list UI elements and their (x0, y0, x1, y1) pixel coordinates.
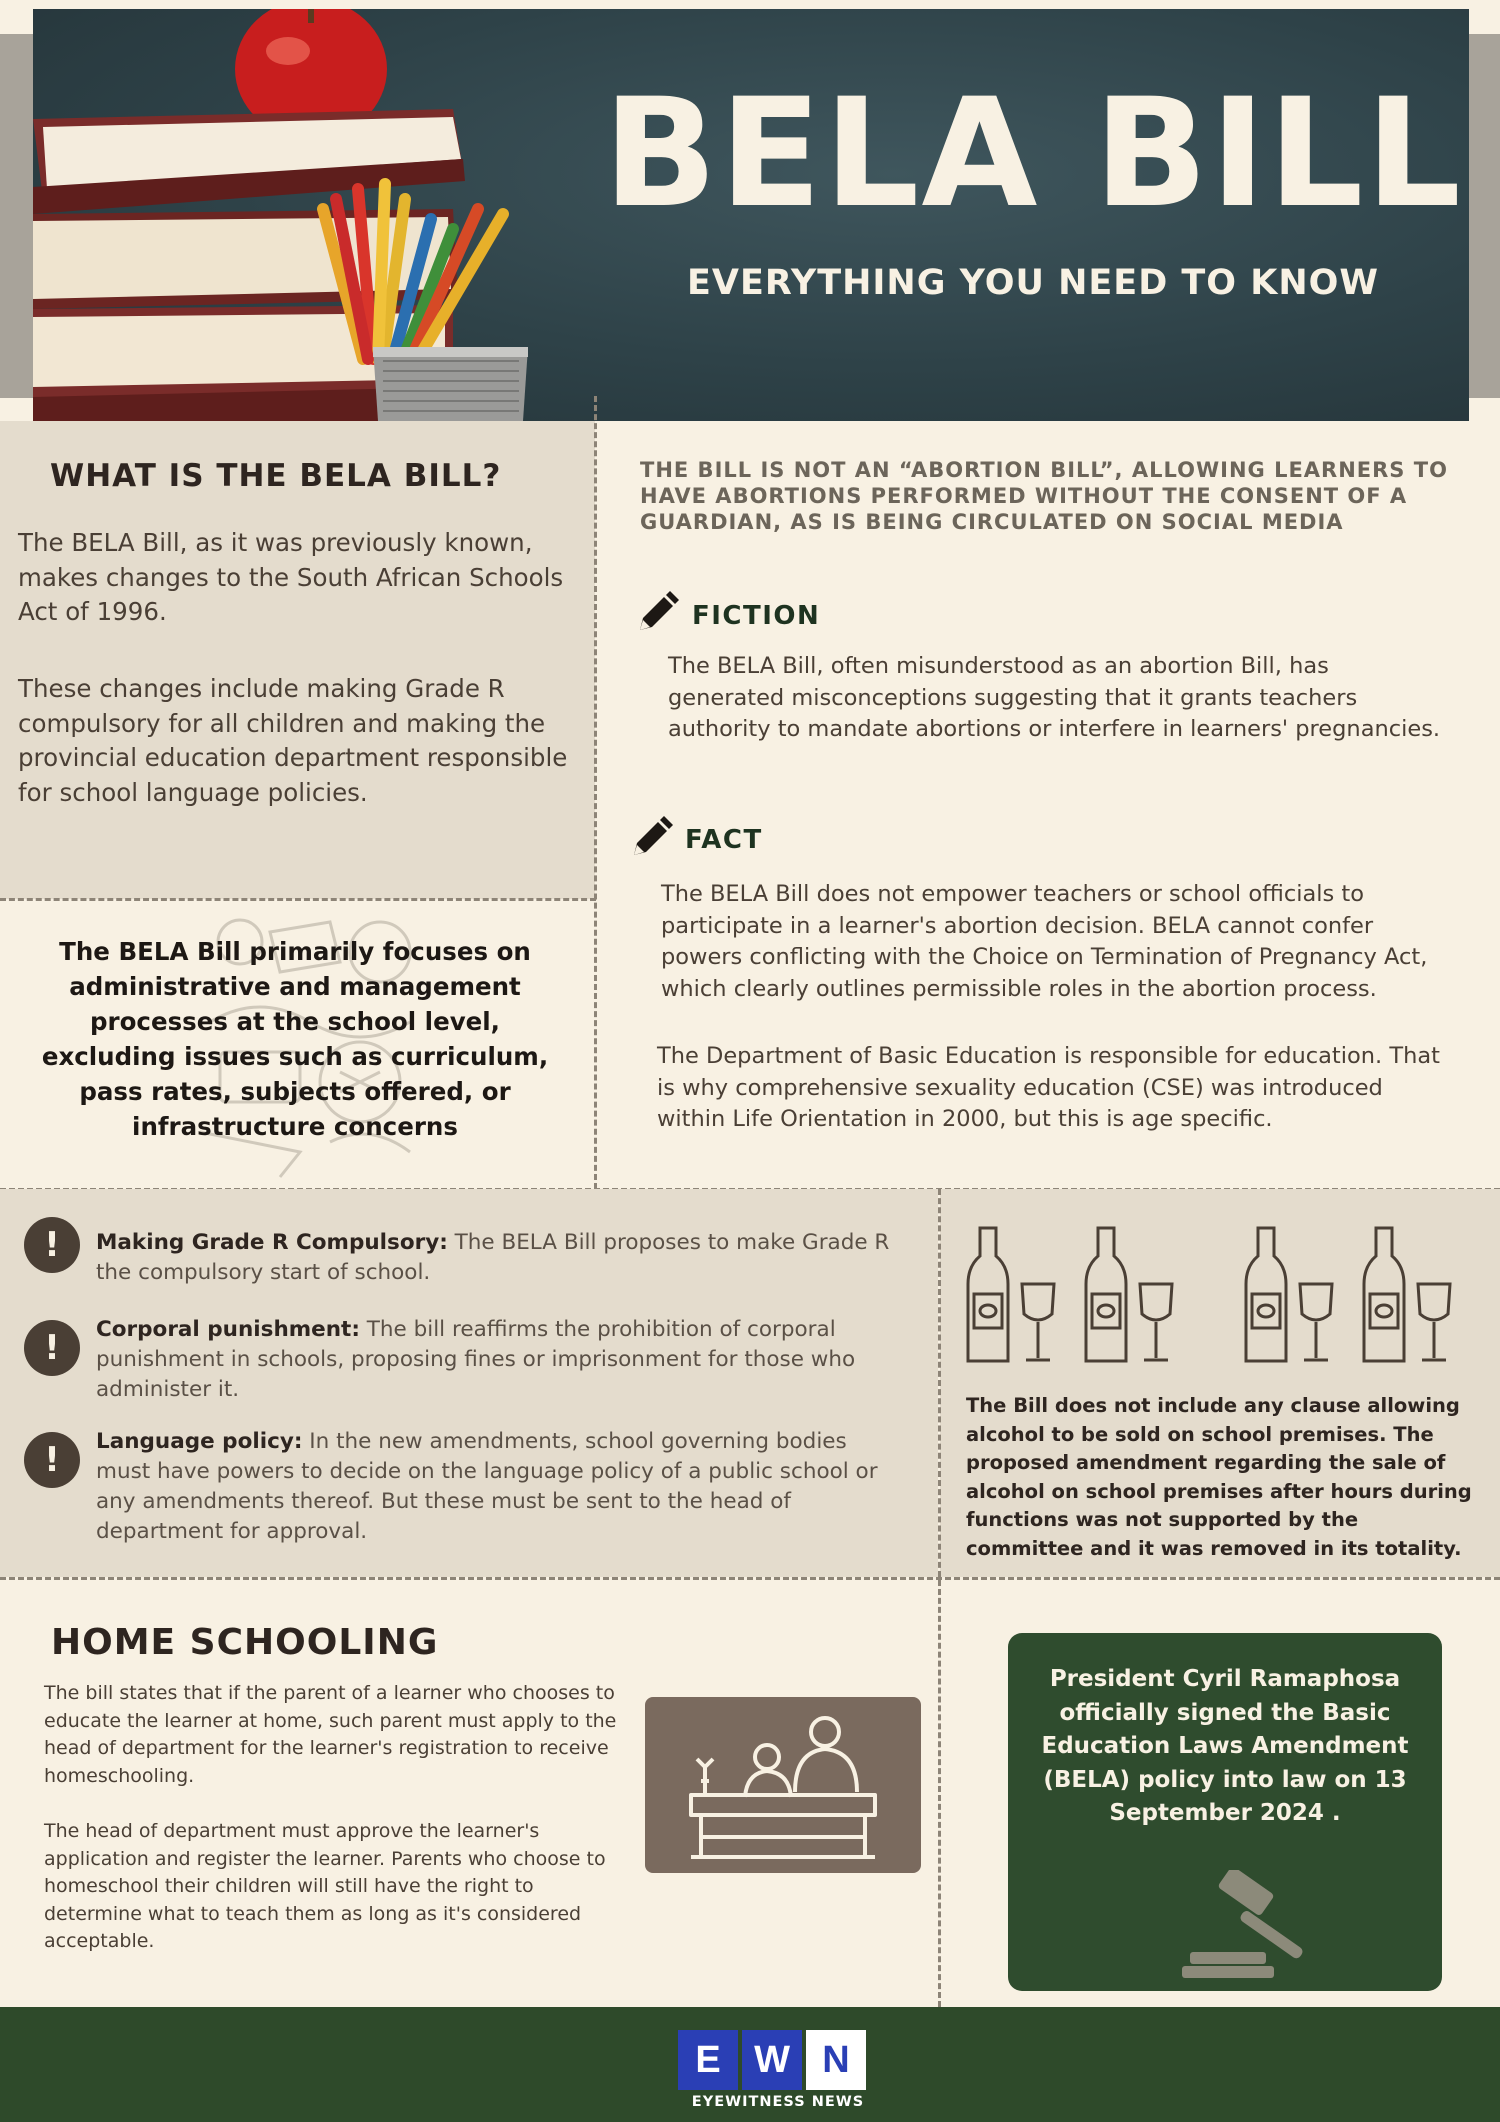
divider-vertical-3 (938, 1580, 941, 2007)
point-language-policy (96, 1427, 906, 1547)
family-at-desk-icon (645, 1697, 921, 1873)
gavel-icon (1180, 1870, 1320, 1980)
wine-bottles-glasses-icon (960, 1226, 1480, 1366)
fiction-text: The BELA Bill, often misunderstood as an abortion Bill, has generated misconceptions suggesting that it grants teachers authority to mandate abortions or interfere in learners' pregnancies. (668, 653, 1441, 742)
abortion-bill-note: THE BILL IS NOT AN “ABORTION BILL”, ALLOWING LEARNERS TO HAVE ABORTIONS PERFORMED WITHOUT THE CONSENT OF A GUARDIAN, AS IS BEING CIRCULATED ON SOCIAL MEDIA (640, 458, 1448, 534)
home-schooling-heading: HOME SCHOOLING (51, 1622, 439, 1663)
divider-horizontal-1 (0, 898, 596, 901)
alert-icon: ! (24, 1217, 80, 1273)
pencil-icon (628, 815, 674, 861)
point-grade-r (96, 1228, 906, 1288)
point-text: In the new amendments, school governing bodies must have powers to decide on the language policy of a public school or any amendments thereof. But these must be sent to the head of department for approval. (96, 1429, 878, 1544)
what-is-paragraph-1: The BELA Bill, as it was previously known, makes changes to the South African Schools Act of 1996. (18, 528, 564, 626)
divider-vertical-1 (594, 396, 597, 1189)
logo-caption: EYEWITNESS NEWS (691, 2094, 865, 2110)
president-statement: President Cyril Ramaphosa officially signed the Basic Education Laws Amendment (BELA) policy into law on 13 September 2024 . (1041, 1666, 1409, 1826)
ewn-logo[interactable] (678, 2030, 866, 2090)
point-label: Making Grade R Compulsory: (96, 1230, 448, 1255)
focus-statement: The BELA Bill primarily focuses on administrative and management processes at the school level, excluding issues such as curriculum, pass rates, subjects offered, or infrastructure concerns (41, 937, 549, 1141)
hero-title: BELA BILL (603, 67, 1463, 241)
divider-vertical-2 (938, 1189, 941, 1577)
what-is-heading: WHAT IS THE BELA BILL? (50, 458, 502, 494)
logo-letter-w: W (742, 2030, 802, 2090)
what-is-paragraph-2: These changes include making Grade R compulsory for all children and making the provincial education department responsible for school language policies. (18, 674, 568, 807)
home-schooling-paragraph-2: The head of department must approve the learner's application and register the learner. Parents who choose to homeschool their children will still have the right to determine what to teach them as long as it's considered acceptable. (44, 1820, 606, 1952)
books-apple-pencils-illustration (33, 9, 593, 421)
fact-title: FACT (685, 825, 763, 855)
alert-icon: ! (24, 1320, 80, 1376)
hero-subtitle: EVERYTHING YOU NEED TO KNOW (686, 263, 1380, 303)
point-corporal-punishment (96, 1315, 906, 1405)
hero-banner (33, 9, 1469, 421)
home-schooling-paragraph-1: The bill states that if the parent of a learner who chooses to educate the learner at home, such parent must apply to the head of department for the learner's registration to receive homeschooling. (44, 1682, 617, 1787)
point-text: The bill reaffirms the prohibition of corporal punishment in schools, proposing fines or imprisonment for those who administer it. (96, 1317, 856, 1402)
logo-letter-e: E (678, 2030, 738, 2090)
alcohol-statement: The Bill does not include any clause allowing alcohol to be sold on school premises. The proposed amendment regarding the sale of alcohol on school premises after hours during functions was not supported by the committee and it was removed in its totality. (966, 1394, 1472, 1560)
point-label: Language policy: (96, 1429, 303, 1454)
home-schooling-illustration (645, 1697, 921, 1873)
point-label: Corporal punishment: (96, 1317, 360, 1342)
point-text: The BELA Bill proposes to make Grade R the compulsory start of school. (96, 1230, 890, 1285)
fiction-title: FICTION (692, 601, 821, 631)
alert-icon: ! (24, 1432, 80, 1488)
logo-letter-n: N (806, 2030, 866, 2090)
pencil-icon (634, 590, 680, 636)
fact-text-1: The BELA Bill does not empower teachers or school officials to participate in a learner's abortion decision. BELA cannot confer powers conflicting with the Choice on Termination of Pregnancy Act, which clearly outlines permissible roles in the abortion process. (661, 881, 1428, 1002)
fact-text-2: The Department of Basic Education is responsible for education. That is why comprehensive sexuality education (CSE) was introduced within Life Orientation in 2000, but this is age specific. (657, 1043, 1440, 1132)
